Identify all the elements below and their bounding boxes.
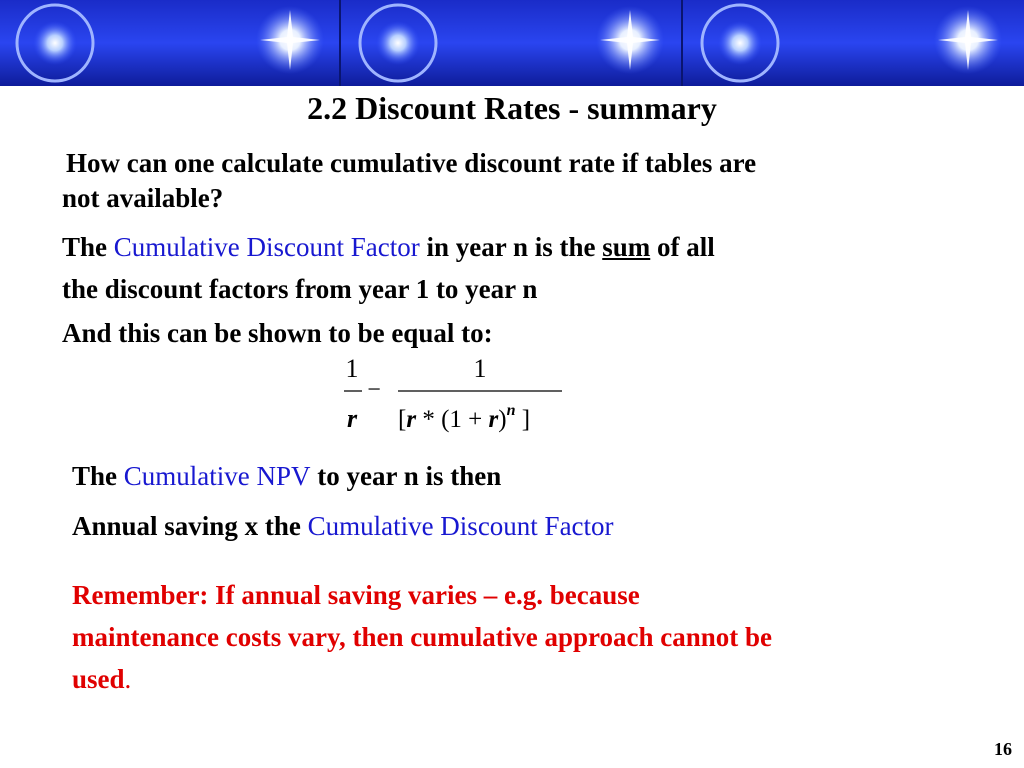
npv-line	[72, 459, 501, 494]
definition-mid: in year n is the	[419, 232, 603, 262]
remember-line-3: used	[72, 664, 125, 694]
formula-minus: −	[367, 377, 381, 403]
remember-dot: .	[124, 664, 132, 694]
question-line-2: not available?	[62, 183, 224, 213]
annual-line	[72, 509, 614, 544]
formula-num-2: 1	[473, 354, 487, 383]
definition-pre: The	[62, 232, 114, 262]
npv-post: to year n is then	[310, 461, 502, 491]
cumulative-discount-factor-term: Cumulative Discount Factor	[113, 232, 420, 262]
page-number: 16	[994, 739, 1012, 759]
definition-post: of all	[650, 232, 715, 262]
question-line-1: How can one calculate cumulative discount rate if tables are	[66, 148, 757, 178]
formula-den-2: [$r * (1 + r)^n$ ]	[398, 402, 531, 433]
header-banner	[0, 0, 1024, 86]
remember-line-1: Remember: If annual saving varies – e.g. because	[72, 580, 640, 610]
remember-line-2: maintenance costs vary, then cumulative approach cannot be	[72, 622, 772, 652]
slide-title: 2.2 Discount Rates - summary	[307, 90, 717, 126]
starfield-banner-image	[0, 0, 1024, 86]
annual-pre: Annual saving x the	[72, 511, 308, 541]
remember-note	[72, 574, 772, 700]
sum-underlined: sum	[602, 232, 651, 262]
equal-intro: And this can be shown to be equal to:	[62, 318, 493, 348]
npv-pre: The	[72, 461, 124, 491]
annual-cdf-term: Cumulative Discount Factor	[307, 511, 614, 541]
definition-line-2: the discount factors from year 1 to year n	[62, 274, 538, 304]
definition-paragraph	[62, 226, 715, 310]
cumulative-npv-term: Cumulative NPV	[123, 461, 311, 491]
formula-den-1: r	[346, 404, 358, 433]
cumulative-factor-formula	[330, 345, 590, 445]
formula-num-1: 1	[345, 354, 359, 383]
question-paragraph	[62, 146, 756, 216]
